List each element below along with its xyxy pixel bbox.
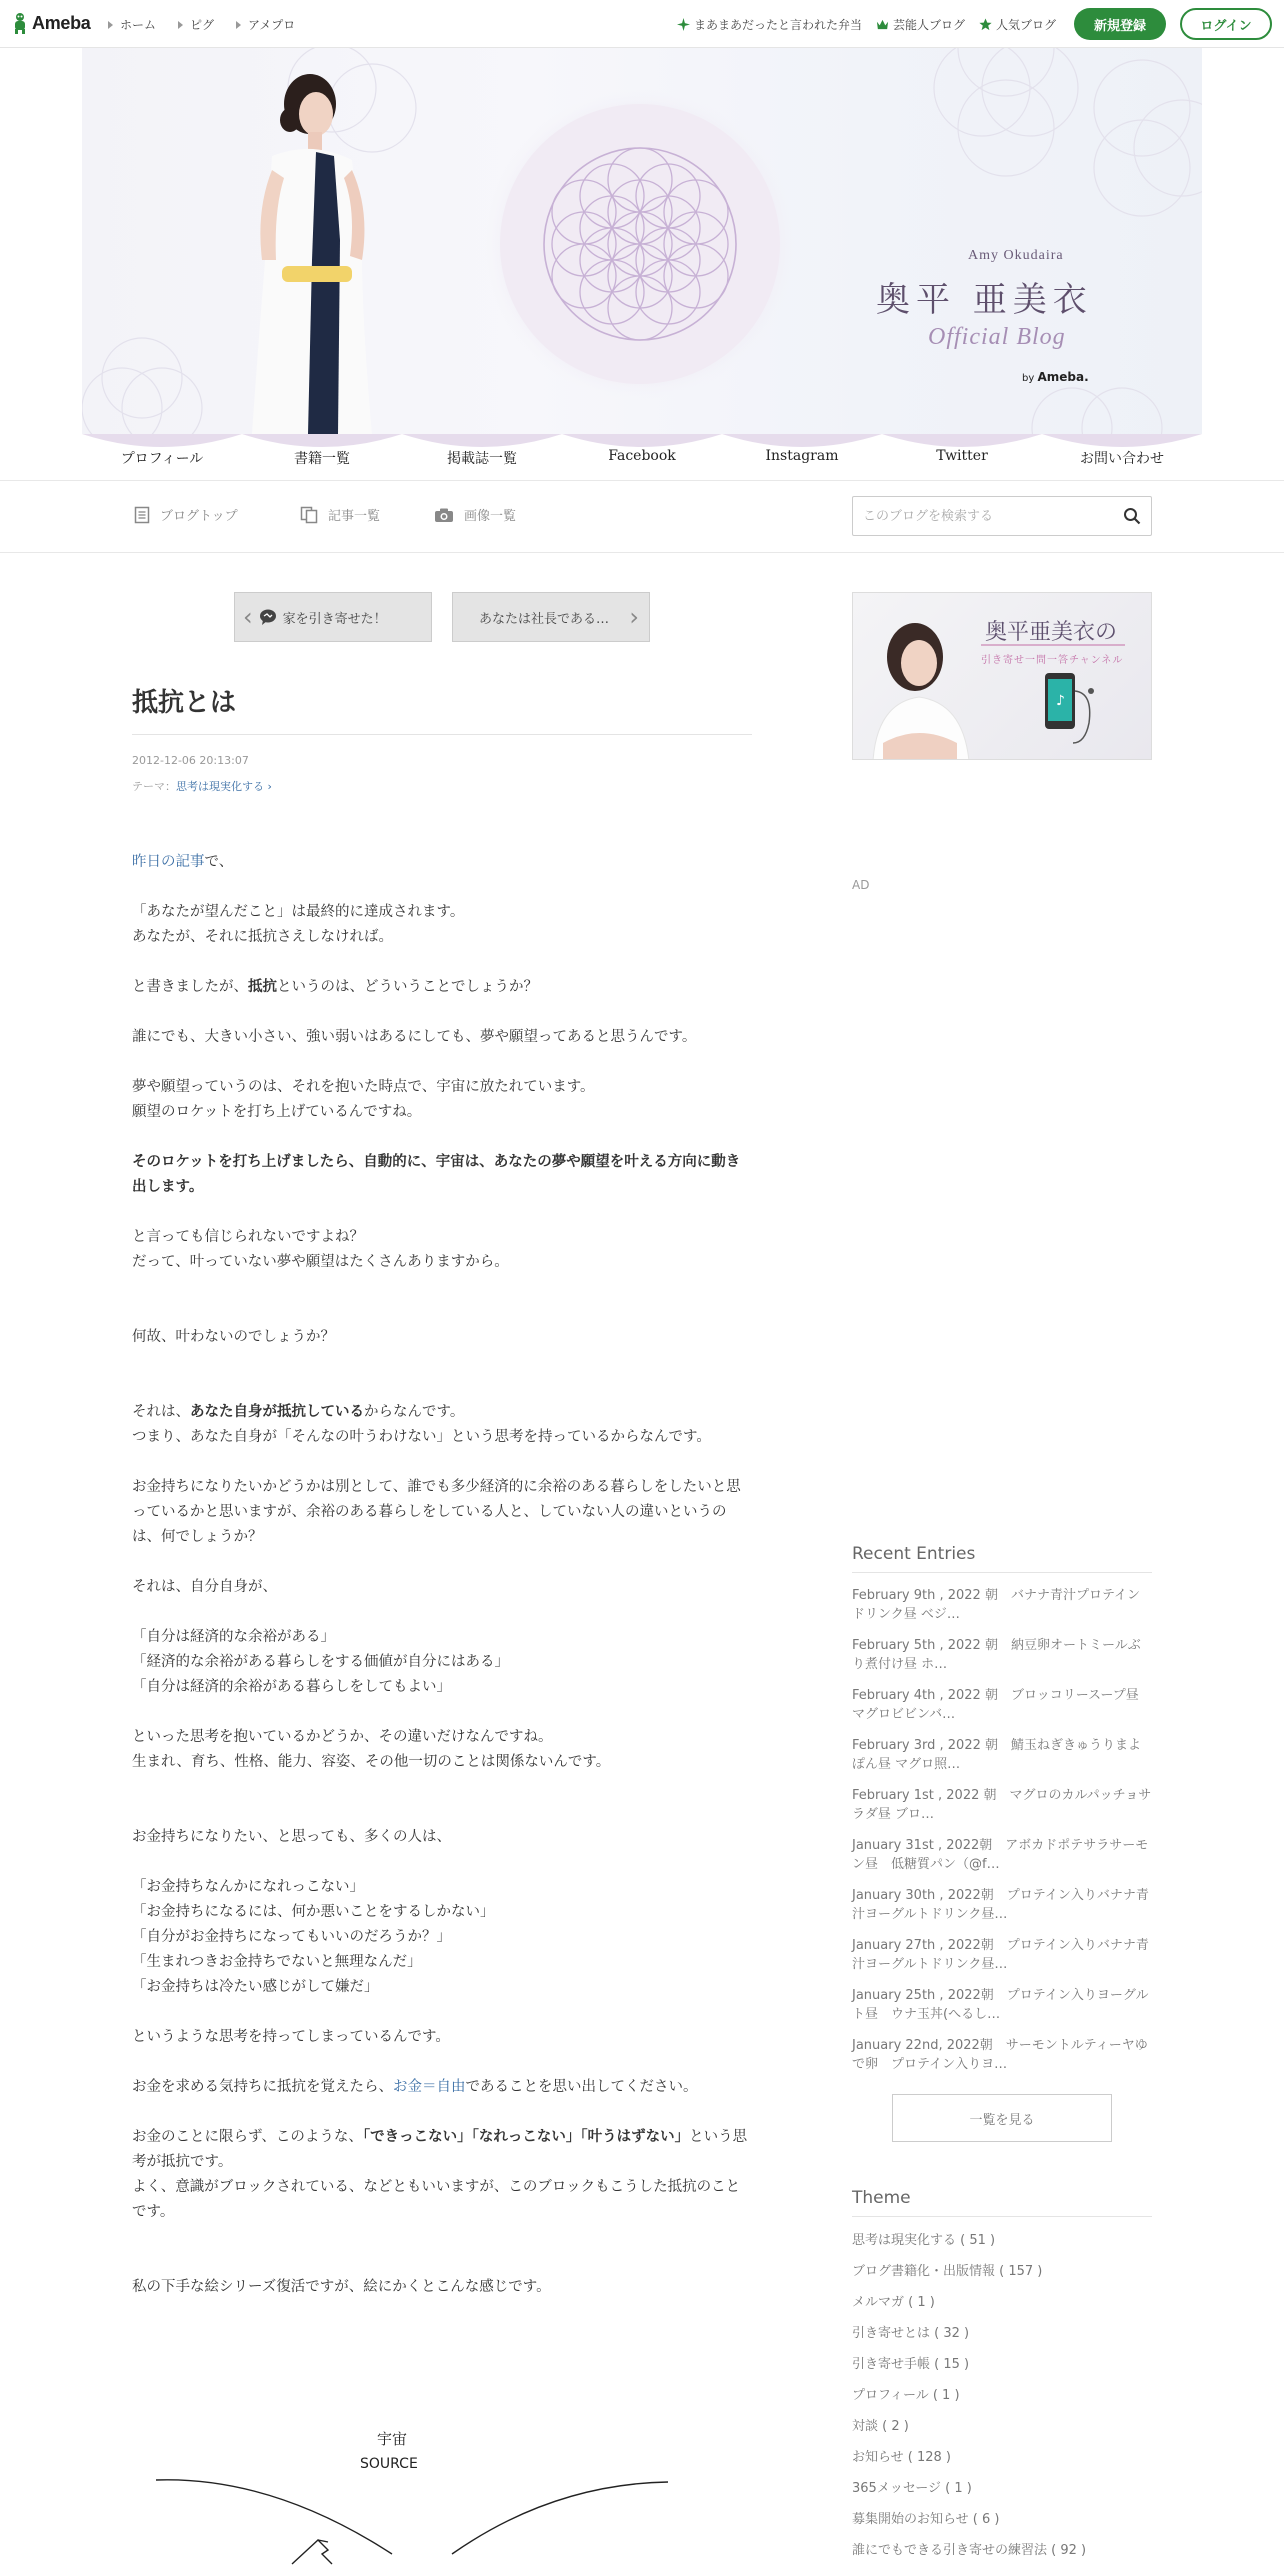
ameba-logo[interactable]: [12, 12, 91, 34]
nav-pigg-label: ピグ: [190, 18, 215, 32]
blog-header-banner[interactable]: [82, 48, 1202, 434]
popular-blog-label: 人気ブログ: [995, 17, 1056, 32]
svg-text:♪: ♪: [1056, 693, 1065, 709]
p5-line: 夢や願望っていうのは、それを抱いた時点で、宇宙に放たれています。: [132, 1079, 595, 1095]
prev-entry-button[interactable]: [234, 592, 432, 642]
p9-d: つまり、あなた自身が「そんなの叶うわけない」という思考を持っているからなんです。: [132, 1429, 711, 1445]
recent-entry[interactable]: February 3rd , 2022 朝 鯖玉ねぎきゅうりまよぽん昼 マグロ照…: [852, 1738, 1141, 1772]
chevron-left-icon: ‹: [243, 603, 253, 631]
blog-search-input[interactable]: [863, 505, 1113, 527]
entry-theme: [132, 778, 272, 794]
banner-by-ameba: [1022, 370, 1089, 384]
p15-line: 「生まれつきお金持ちでないと無理なんだ」: [132, 1954, 422, 1970]
ad-label: AD: [852, 878, 870, 892]
recent-entry[interactable]: February 4th , 2022 朝 ブロッコリースープ昼 マグロビビンバ…: [852, 1688, 1139, 1722]
theme-item[interactable]: 募集開始のお知らせ ( 6 ): [852, 2512, 1000, 2527]
recent-entry[interactable]: February 1st , 2022 朝 マグロのカルパッチョサラダ昼 ブロ…: [852, 1788, 1152, 1822]
menu-twitter[interactable]: Twitter: [936, 448, 988, 464]
theme-item[interactable]: 誰にでもできる引き寄せの練習法 ( 92 ): [852, 2543, 1087, 2558]
p2-line: あなたが、それに抵抗さえしなければ。: [132, 929, 393, 945]
paragraph: 何故、叶わないのでしょうか？: [132, 1329, 335, 1345]
paragraph: 誰にでも、大きい小さい、強い弱いはあるにしても、夢や願望ってあると思うんです。: [132, 1029, 697, 1045]
next-entry-label: あなたは社長である…: [479, 611, 610, 627]
p17-c: であることを思い出してください。: [465, 2079, 698, 2095]
p12-line: 「経済的な余裕がある暮らしをする価値が自分にはある」: [132, 1654, 509, 1670]
theme-item[interactable]: 引き寄せ手帳 ( 15 ): [852, 2357, 970, 2372]
theme-heading: Theme: [852, 2188, 1152, 2217]
menu-contact[interactable]: お問い合わせ: [1080, 451, 1164, 467]
theme-item[interactable]: メルマガ ( 1 ): [852, 2295, 935, 2310]
ameba-logo-text: Ameba: [32, 12, 91, 33]
drawing-label-source: SOURCE: [360, 2456, 418, 2472]
p5-line: 願望のロケットを打ち上げているんですね。: [132, 1104, 422, 1120]
login-button[interactable]: ログイン: [1180, 8, 1272, 40]
nav-home[interactable]: [108, 16, 156, 33]
yesterday-article-link[interactable]: 昨日の記事: [132, 854, 205, 870]
theme-item[interactable]: 対談 ( 2 ): [852, 2419, 909, 2434]
theme-item[interactable]: 引き寄せとは ( 32 ): [852, 2326, 970, 2341]
recent-entry[interactable]: January 22nd, 2022朝 サーモントルティーヤゆで卵 プロテイン入りヨ…: [852, 2038, 1148, 2072]
qa-banner-subtitle: 引き寄せ一問一答チャンネル: [981, 655, 1124, 666]
author-portrait: [212, 60, 402, 434]
subnav-blog-top-label: ブログトップ: [160, 509, 238, 524]
qa-banner-title: 奥平亜美衣の: [985, 620, 1118, 645]
entry-theme-label: テーマ：: [132, 780, 176, 793]
chevron-right-icon: ›: [629, 603, 639, 631]
recent-entry[interactable]: January 25th , 2022朝 プロテイン入りヨーグルト昼 ウナ玉丼(へるし…: [852, 1988, 1149, 2022]
trend-link[interactable]: [677, 16, 862, 33]
nav-amepro[interactable]: [236, 16, 295, 33]
p3-a: と書きましたが、: [132, 979, 248, 995]
paragraph: [132, 1725, 752, 1775]
paragraph: [132, 1875, 752, 2000]
p13-line: 生まれ、育ち、性格、能力、容姿、その他一切のことは関係ないんです。: [132, 1754, 611, 1770]
p3-c: というのは、どういうことでしょうか？: [277, 979, 538, 995]
celebrity-blog-label: 芸能人ブログ: [892, 17, 965, 32]
paragraph: 私の下手な絵シリーズ復活ですが、絵にかくとこんな感じです。: [132, 2279, 551, 2295]
blog-menu-items: [82, 448, 1202, 468]
money-freedom-link[interactable]: お金＝自由: [393, 2079, 466, 2095]
subnav-entry-list[interactable]: [300, 505, 380, 524]
header-right: [677, 8, 1272, 40]
chevron-right-icon: ›: [267, 780, 272, 793]
theme-item[interactable]: 365メッセージ ( 1 ): [852, 2481, 972, 2496]
p9-a: それは、: [132, 1404, 190, 1420]
theme-item[interactable]: プロフィール ( 1 ): [852, 2388, 960, 2403]
star-icon: [979, 18, 992, 31]
paragraph: お金持ちになりたいかどうかは別として、誰でも多少経済的に余裕のある暮らしをしたいと思っているかと思いますが、余裕のある暮らしをしている人と、していない人の違いというのは、何でしょうか？: [132, 1479, 741, 1545]
menu-facebook[interactable]: Facebook: [608, 448, 676, 464]
menu-magazines[interactable]: 掲載誌一覧: [447, 451, 517, 467]
theme-item[interactable]: 思考は現実化する ( 51 ): [852, 2233, 996, 2248]
paragraph: [132, 1400, 752, 1450]
paragraph: それは、自分自身が、: [132, 1579, 277, 1595]
triangle-right-icon: [108, 21, 113, 29]
recent-entry[interactable]: February 9th , 2022 朝 バナナ青汁プロテインドリンク昼 ベジ…: [852, 1588, 1141, 1622]
p17-a: お金を求める気持ちに抵抗を覚えたら、: [132, 2079, 393, 2095]
comment-icon: [259, 609, 277, 625]
qa-channel-banner[interactable]: [852, 592, 1152, 760]
paragraph: [132, 900, 752, 950]
theme-item[interactable]: お知らせ ( 128 ): [852, 2450, 951, 2465]
menu-instagram[interactable]: Instagram: [765, 448, 839, 464]
p15-line: 「お金持ちは冷たい感じがして嫌だ」: [132, 1979, 379, 1995]
popular-blog-link[interactable]: [979, 16, 1056, 33]
subnav-image-list-label: 画像一覧: [464, 509, 517, 524]
p13-line: といった思考を抱いているかどうか、その違いだけなんですね。: [132, 1729, 553, 1745]
recent-entries-list: [852, 1586, 1152, 2086]
nav-pigg[interactable]: [178, 16, 214, 33]
subnav-blog-top[interactable]: [134, 505, 238, 524]
p7-line: と言っても信じられないですよね？: [132, 1229, 364, 1245]
paragraph: というような思考を持ってしまっているんです。: [132, 2029, 450, 2045]
subnav-entry-list-label: 記事一覧: [328, 509, 381, 524]
nav-amepro-label: アメプロ: [248, 18, 296, 32]
theme-list: [852, 2230, 1152, 2568]
nav-home-label: ホーム: [120, 18, 157, 32]
p18-a: お金のことに限らず、このような、: [132, 2129, 363, 2145]
entry-title: 抵抗とは: [132, 688, 237, 718]
p9-c: からなんです。: [364, 1404, 465, 1420]
signup-button[interactable]: 新規登録: [1074, 8, 1166, 40]
title-divider: [132, 734, 752, 735]
paragraph: [132, 850, 752, 875]
p18-c: という思考が抵抗です。: [132, 2129, 748, 2170]
p2-line: 「あなたが望んだこと」は最終的に達成されます。: [132, 904, 465, 920]
banner-by: by: [1022, 373, 1035, 384]
subnav-image-list[interactable]: [434, 505, 516, 524]
p3-b: 抵抗: [248, 979, 277, 995]
p6-a: その: [132, 1154, 161, 1170]
recent-entry[interactable]: January 27th , 2022朝 プロテイン入りバナナ青汁ヨーグルトドリンク昼…: [852, 1938, 1149, 1972]
entry-theme-link[interactable]: 思考は現実化する: [176, 780, 264, 793]
p12-line: 「自分は経済的な余裕がある」: [132, 1629, 335, 1645]
paragraph: [132, 1150, 752, 1200]
p7-line: だって、叶っていない夢や願望はたくさんありますから。: [132, 1254, 509, 1270]
paragraph: [132, 975, 752, 1000]
global-nav: [108, 16, 295, 33]
banner-official-blog: Official Blog: [928, 324, 1066, 350]
global-header: [0, 0, 1284, 48]
crown-icon: [876, 18, 889, 31]
entry-date: 2012-12-06 20:13:07: [132, 754, 249, 767]
recent-entry[interactable]: January 31st , 2022朝 アボカドポテサラサーモン昼 低糖質パン（@f…: [852, 1838, 1149, 1872]
p1-rest: で、: [204, 854, 234, 870]
paragraph: [132, 2075, 752, 2100]
banner-name-en: Amy Okudaira: [968, 248, 1064, 263]
p15-line: 「お金持ちなんかになれっこない」: [132, 1879, 364, 1895]
paragraph: [132, 2125, 752, 2225]
banner-by-brand: Ameba.: [1037, 370, 1089, 384]
triangle-right-icon: [236, 21, 241, 29]
entry-body: [132, 850, 752, 2325]
recent-entries-heading: Recent Entries: [852, 1544, 1152, 1573]
menu-books[interactable]: 書籍一覧: [294, 451, 350, 467]
menu-profile[interactable]: プロフィール: [120, 451, 204, 467]
p18-b: 「できっこない」「なれっこない」「叶うはずない」: [362, 2129, 690, 2145]
search-icon[interactable]: [1123, 507, 1141, 525]
view-all-entries-button[interactable]: 一覧を見る: [892, 2094, 1112, 2142]
theme-item[interactable]: ブログ書籍化・出版情報 ( 157 ): [852, 2264, 1043, 2279]
paragraph: [132, 1625, 752, 1700]
drawing-label-universe: 宇宙: [377, 2430, 408, 2448]
blog-subnav: [0, 481, 1284, 553]
paragraph: お金持ちになりたい、と思っても、多くの人は、: [132, 1829, 451, 1845]
trend-link-label: まあまあだったと言われた弁当: [693, 17, 862, 32]
document-icon: [134, 506, 150, 524]
celebrity-blog-link[interactable]: [876, 16, 965, 33]
blog-menu: [82, 434, 1202, 480]
prev-entry-label: 家を引き寄せた！: [282, 611, 387, 627]
triangle-right-icon: [178, 21, 183, 29]
p15-line: 「自分がお金持ちになってもいいのだろうか？」: [132, 1929, 451, 1945]
p18-d: よく、意識がブロックされている、などともいいますが、このブロックもこうした抵抗のことです。: [132, 2179, 741, 2220]
p6-b: ロケットを打ち上げましたら、自動的に、宇宙は、あなたの夢や願望を叶える方向に動き出します。: [132, 1154, 741, 1195]
banner-name-jp: 奥平 亜美衣: [876, 280, 1093, 320]
sparkle-icon: [677, 18, 690, 31]
p15-line: 「お金持ちになるには、何か悪いことをするしかない」: [132, 1904, 495, 1920]
ameba-logo-icon: [12, 12, 28, 34]
camera-icon: [434, 507, 454, 523]
p9-b: あなた自身が抵抗している: [190, 1404, 364, 1420]
recent-entry[interactable]: February 5th , 2022 朝 納豆卵オートミールぶり煮付け昼 ホ…: [852, 1638, 1141, 1672]
p12-line: 「自分は経済的余裕がある暮らしをしてもよい」: [132, 1679, 451, 1695]
paragraph: [132, 1075, 752, 1125]
blog-search: [852, 496, 1152, 536]
recent-entry[interactable]: January 30th , 2022朝 プロテイン入りバナナ青汁ヨーグルトドリンク昼…: [852, 1888, 1149, 1922]
paragraph: [132, 1225, 752, 1275]
copy-icon: [300, 506, 318, 524]
next-entry-button[interactable]: [452, 592, 650, 642]
